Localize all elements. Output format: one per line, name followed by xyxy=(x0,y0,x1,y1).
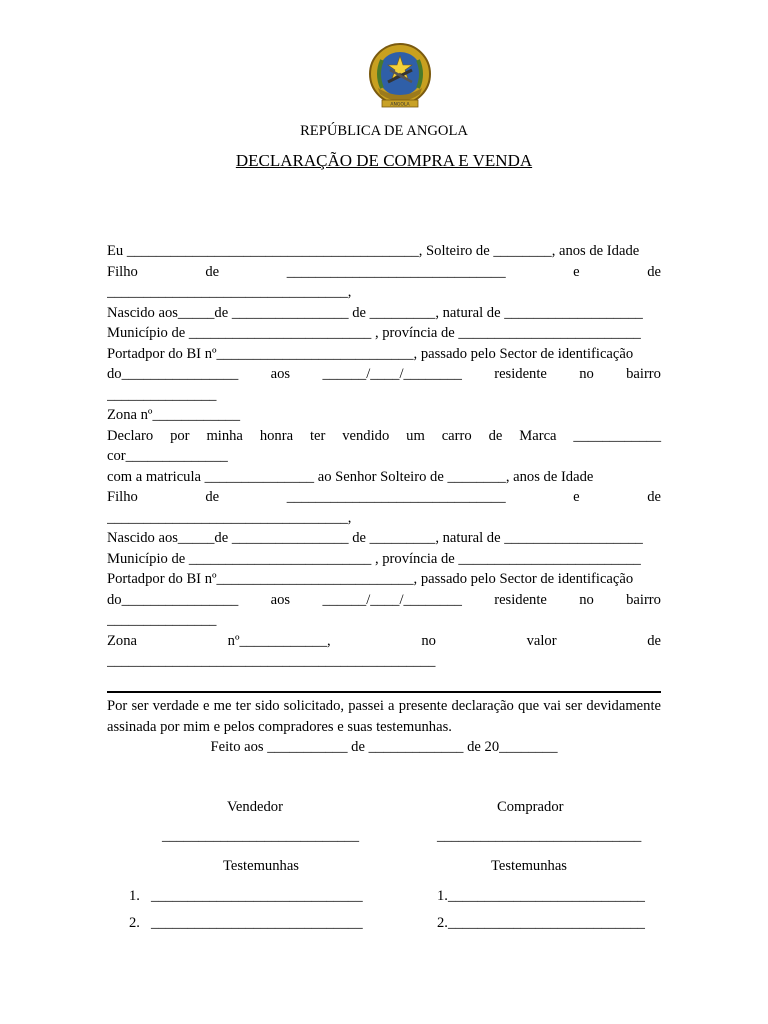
seller-signature-line: ___________________________ xyxy=(162,828,360,844)
form-line-text: de xyxy=(647,263,661,280)
form-line xyxy=(107,344,661,365)
svg-text:ANGOLA: ANGOLA xyxy=(390,102,410,108)
form-line-text: de xyxy=(647,489,661,505)
form-line xyxy=(107,487,661,508)
form-line xyxy=(107,446,661,467)
form-line xyxy=(107,282,661,303)
form-line xyxy=(107,610,661,631)
form-line-text: e xyxy=(573,489,580,505)
form-line-text: Marca xyxy=(519,427,557,444)
witness-left-2-number: 2. xyxy=(129,915,140,931)
form-line-text: aos xyxy=(270,366,291,382)
form-line-text: vendido xyxy=(342,427,390,444)
form-line-text: ____________ xyxy=(573,427,661,444)
form-line-text: carro xyxy=(441,427,472,444)
form-line-text: valor xyxy=(526,632,557,649)
form-line-text: ______/____/________ xyxy=(322,366,462,382)
form-line-text: _______________ xyxy=(107,386,217,403)
form-line xyxy=(107,467,661,488)
form-line-text: cor______________ xyxy=(107,448,228,464)
form-line-text: de xyxy=(205,489,220,505)
form-line-text: um xyxy=(406,427,425,444)
witness-right-2-line: 2.___________________________ xyxy=(437,915,645,931)
form-line-text: ______________________________ xyxy=(286,489,506,505)
form-line xyxy=(107,241,661,262)
witness-left-1-line: _____________________________ xyxy=(151,888,363,904)
form-line-text: Nascido aos_____de ________________ de _________, natural de ___________________ xyxy=(107,304,643,321)
form-line xyxy=(107,426,661,447)
form-line-text: Município de _________________________ , província de _________________________ xyxy=(107,550,641,567)
form-line xyxy=(107,569,661,590)
buyer-label: Comprador xyxy=(497,799,564,815)
form-line-text: residente xyxy=(494,366,547,382)
form-line-text: Portadpor do BI nº___________________________, passado pelo Sector de identificação xyxy=(107,571,634,587)
made-at-text: Feito aos ___________ de _____________ de 20________ xyxy=(210,739,558,755)
form-line-text: Eu ________________________________________, Solteiro de ________, anos de Idade xyxy=(107,243,640,259)
form-line-text: Nascido aos_____de ________________ de _________, natural de ___________________ xyxy=(107,530,643,546)
form-line-text: _______________ xyxy=(107,612,217,628)
form-line-text: Declaro xyxy=(107,427,154,444)
buyer-signature-line: ____________________________ xyxy=(437,828,642,844)
form-line-text: Portadpor do BI nº___________________________, passado pelo Sector de identificação xyxy=(107,345,634,362)
form-line xyxy=(107,323,661,344)
form-line-text: Município de _________________________ , província de _________________________ xyxy=(107,325,641,341)
divider xyxy=(107,691,661,693)
form-line-text: de xyxy=(647,632,661,649)
form-line xyxy=(107,303,661,324)
form-line-text: aos xyxy=(270,591,291,608)
form-line-text: Zona nº____________ xyxy=(107,407,241,423)
form-line-text: ______________________________ xyxy=(286,263,506,280)
seller-label: Vendedor xyxy=(227,799,283,815)
form-line-text: no xyxy=(579,591,594,608)
made-at-line xyxy=(0,737,768,758)
form-line-text: Filho xyxy=(107,489,138,505)
witness-right-1-line: 1.___________________________ xyxy=(437,888,645,904)
form-line-text: do________________ xyxy=(107,591,239,608)
form-line-text: do________________ xyxy=(107,366,239,382)
form-line-text: Zona xyxy=(107,632,137,649)
witnesses-left-label: Testemunhas xyxy=(223,858,299,874)
form-line-text: com a matricula _______________ ao Senhor Solteiro de ________, anos de Idade xyxy=(107,468,594,485)
form-line xyxy=(107,405,661,426)
form-line-text: de xyxy=(488,427,503,444)
form-line-text: bairro xyxy=(626,366,661,382)
form-line-text: honra xyxy=(259,427,294,444)
form-line xyxy=(107,262,661,283)
form-line xyxy=(107,631,661,652)
document-title: DECLARAÇÃO DE COMPRA E VENDA xyxy=(235,151,533,170)
form-line-text: e xyxy=(573,263,580,280)
form-line-text: residente xyxy=(494,591,547,608)
form-line xyxy=(107,528,661,549)
form-line-text: nº____________, xyxy=(227,632,331,649)
coat-of-arms-emblem xyxy=(362,40,438,112)
form-line-text: minha xyxy=(206,427,243,444)
witnesses-right-label: Testemunhas xyxy=(491,858,567,874)
witness-left-2-line: _____________________________ xyxy=(151,915,363,931)
form-line-text: _________________________________, xyxy=(107,509,352,526)
form-line-text: no xyxy=(579,366,594,382)
form-line-text: Filho xyxy=(107,263,138,280)
form-line-text: _____________________________________________ xyxy=(107,653,436,669)
form-line-text: no xyxy=(421,632,436,649)
form-line xyxy=(107,364,661,385)
form-line-text: ter xyxy=(309,427,326,444)
closing-paragraph: Por ser verdade e me ter sido solicitado, passei a presente declaração que vai ser devidamente assinada por mim e pelos compradores e suas testemunhas. xyxy=(107,698,661,735)
form-line-text: _________________________________, xyxy=(107,284,352,300)
form-line-text: bairro xyxy=(626,591,661,608)
form-line-text: ______/____/________ xyxy=(322,591,462,608)
form-line xyxy=(107,385,661,406)
form-line xyxy=(107,549,661,570)
form-line xyxy=(107,651,661,672)
form-line xyxy=(107,508,661,529)
form-line-text: por xyxy=(170,427,190,444)
form-line-text: de xyxy=(205,263,220,280)
republic-heading: REPÚBLICA DE ANGOLA xyxy=(300,123,468,139)
form-line xyxy=(107,590,661,611)
declaration-body xyxy=(107,241,661,672)
witness-left-1-number: 1. xyxy=(129,888,140,904)
